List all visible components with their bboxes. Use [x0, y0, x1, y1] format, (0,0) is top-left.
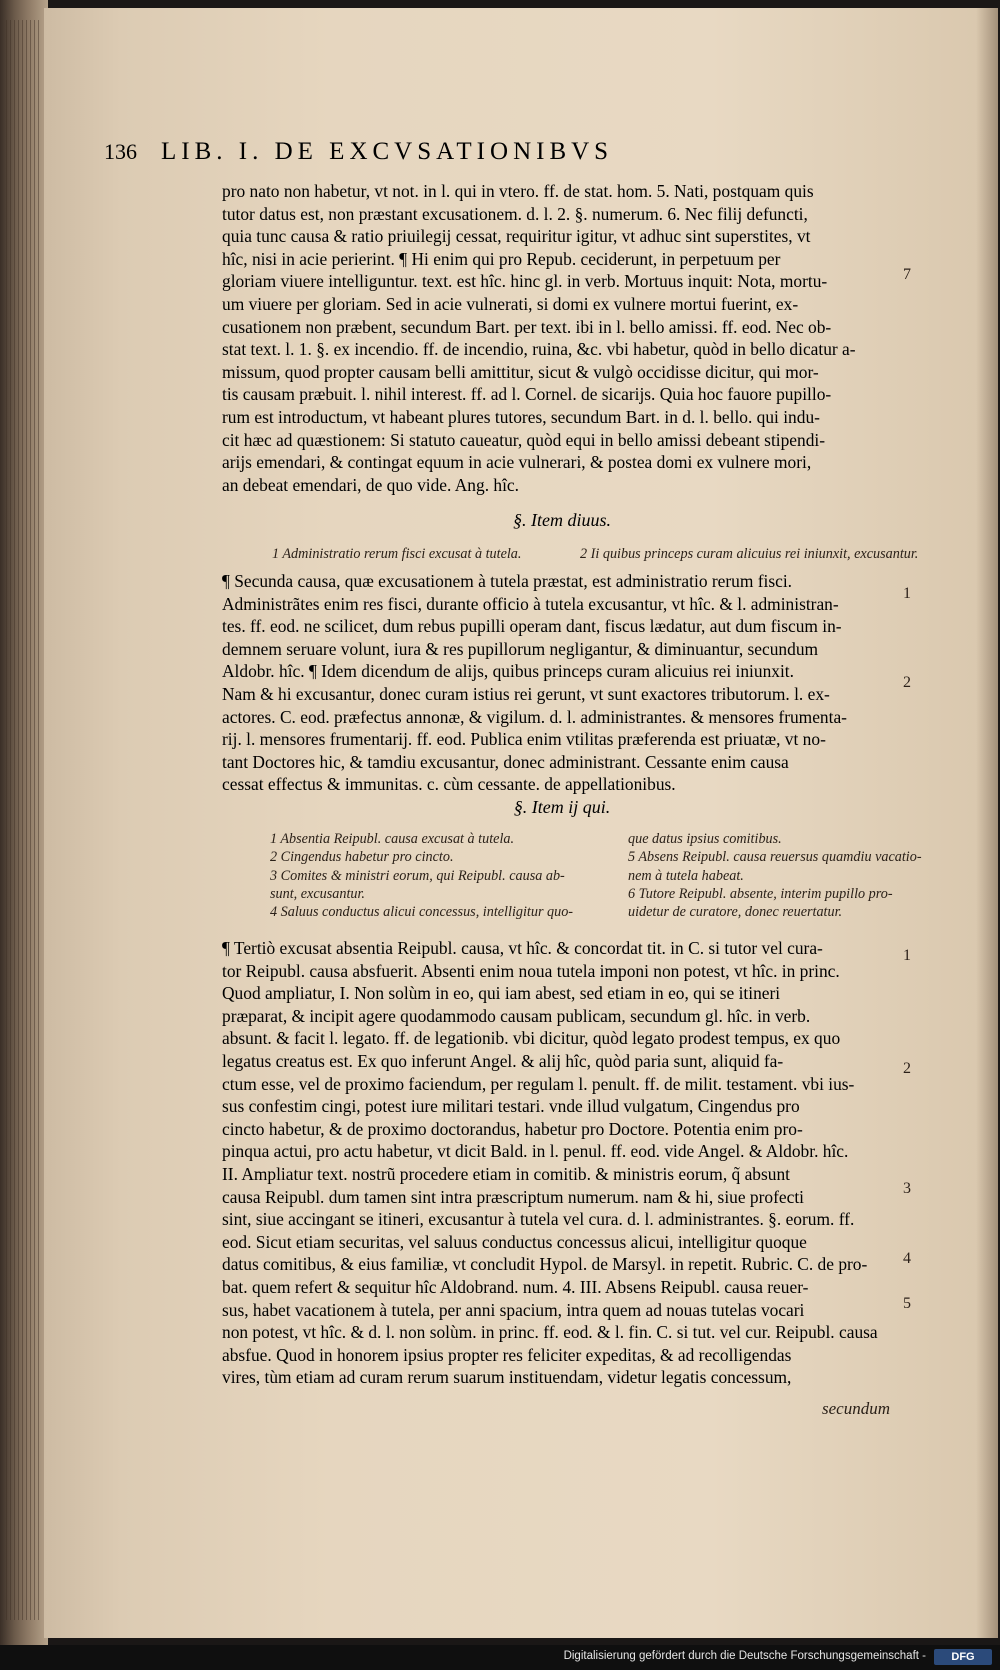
summary-list-left [270, 830, 573, 921]
text-line: absunt. & facit l. legato. ff. de legationib. vbi dicitur, quòd legato prodest tempus, ex quo [222, 1028, 841, 1049]
text-line: rum est introductum, vt habeant plures tutores, secundum Bart. in d. l. bello. qui indu- [222, 406, 820, 427]
footer-bar [0, 1645, 1000, 1670]
margin-number: 7 [903, 266, 911, 283]
text-line: ¶ Tertiò excusat absentia Reipubl. causa, vt hîc. & concordat tit. in C. si tutor vel cura- [222, 938, 823, 958]
text-line: causa Reipubl. dum tamen sint intra præscriptum numerum. nam & hi, siue profecti [222, 1186, 804, 1207]
text-line: cincto habetur, & de proximo doctorandus, habetur pro Doctore. Potentia enim pro- [222, 1118, 803, 1139]
catchword: secundum [822, 1399, 890, 1418]
summary-item: 3 Comites & ministri eorum, qui Reipubl. causa ab- [270, 867, 565, 884]
text-line: actores. C. eod. præfectus annonæ, & vigilum. d. l. administrantes. & mensores frumenta- [222, 706, 847, 727]
summary-item: 4 Saluus conductus alicui concessus, intelligitur quo- [270, 904, 574, 921]
text-line: eod. Sicut etiam securitas, vel saluus conductus concessus alicui, intelligitur quoque [222, 1231, 807, 1252]
text-line: cusationem non præbent, secundum Bart. per text. ibi in l. bello amissi. ff. eod. Nec ob- [222, 316, 832, 337]
text-line: vires, tùm etiam ad curam rerum suarum instituendam, videtur legatis concessum, [222, 1367, 792, 1388]
text-line: datus comitibus, & eius familiæ, vt concludit Hypol. de Marsyl. in repetit. Rubric. C. de pro- [222, 1254, 868, 1275]
text-line: sint, siue accingant se itineri, excusantur à tutela vel cura. d. l. administrantes. §. eorum. ff. [222, 1209, 855, 1230]
margin-number: 4 [903, 1250, 911, 1267]
dfg-logo: DFG [934, 1649, 992, 1665]
text-line: quia tunc causa & ratio priuilegij cessat, requiritur igitur, vt adhuc sint superstites, vt [222, 226, 811, 247]
summary-item: 2 Cingendus habetur pro cincto. [270, 849, 454, 866]
text-line: rij. l. mensores frumentarij. ff. eod. Publica enim vtilitas præferenda est priuatæ, vt no- [222, 729, 826, 750]
text-line: bat. quem refert & sequitur hîc Aldobrand. num. 4. III. Absens Reipubl. causa reuer- [222, 1276, 809, 1297]
section-heading-item-ij-qui: §. Item ij qui. [513, 797, 611, 817]
text-line: an debeat emendari, de quo vide. Ang. hîc. [222, 474, 519, 495]
margin-number: 2 [903, 1060, 911, 1077]
margin-number: 2 [903, 674, 911, 691]
summary-item: 1 Administratio rerum fisci excusat à tutela. [272, 546, 522, 562]
running-head-title: LIB. I. DE EXCVSATIONIBVS [161, 138, 614, 165]
text-line: cessat effectus & immunitas. c. cùm cessante. de appellationibus. [222, 774, 676, 795]
summary-item: nem à tutela habeat. [628, 867, 744, 884]
margin-number: 1 [903, 947, 911, 964]
text-line: Aldobr. hîc. ¶ Idem dicendum de alijs, quibus princeps curam alicuius rei iniunxit. [222, 661, 794, 682]
text-line: non potest, vt hîc. & d. l. non solùm. in princ. ff. eod. & l. fin. C. si tut. vel cur. Reipubl. causa [222, 1322, 878, 1343]
summary-item: 6 Tutore Reipubl. absente, interim pupillo pro- [628, 885, 893, 902]
text-line: ¶ Secunda causa, quæ excusationem à tutela præstat, est administratio rerum fisci. [222, 571, 793, 591]
summary-item: 2 Ii quibus princeps curam alicuius rei iniunxit, excusantur. [580, 546, 919, 562]
text-block-2 [222, 570, 902, 796]
summary-list-right [628, 830, 922, 921]
text-line: sus confestim cingi, potest iure militari testari. vnde illud vulgatum, Cingendus pro [222, 1096, 800, 1117]
margin-number: 3 [903, 1180, 911, 1197]
text-line: ctum esse, vel de proximo faciendum, per regulam l. penult. ff. de milit. testament. vbi ius- [222, 1073, 855, 1094]
text-line: legatus creatus est. Ex quo inferunt Angel. & alij hîc, quòd paria sunt, aliquid fa- [222, 1050, 784, 1071]
text-line: arijs emendari, & contingat equum in acie vulnerari, & postea domi ex vulnere mori, [222, 452, 812, 473]
text-line: um viuere per gloriam. Sed in acie vulnerati, si domi ex vulnere mortui fuerint, ex- [222, 293, 799, 314]
page-shadow [976, 8, 998, 1638]
text-line: tutor datus est, non præstant excusationem. d. l. 2. §. numerum. 6. Nec filij defuncti, [222, 203, 808, 224]
text-line: tes. ff. eod. ne scilicet, dum rebus pupilli operam dant, fiscus lædatur, aut dum fiscum in- [222, 616, 842, 637]
summary-item: 5 Absens Reipubl. causa reuersus quamdiu vacatio- [628, 849, 922, 866]
text-line: missum, quod propter causam belli amittitur, sicut & vulgò occidisse dicitur, qui mor- [222, 361, 819, 382]
text-line: tant Doctores hic, & tamdiu excusantur, donec administrant. Cessante enim causa [222, 751, 789, 772]
summary-item: 1 Absentia Reipubl. causa excusat à tutela. [270, 831, 515, 847]
text-line: II. Ampliatur text. nostrũ procedere etiam in comitib. & ministris eorum, q̃ absunt [222, 1163, 790, 1184]
summary-item: que datus ipsius comitibus. [628, 831, 782, 847]
running-head [104, 138, 904, 172]
text-line: demnem seruare volunt, iura & res pupillorum negligantur, & diminuantur, secundum [222, 638, 819, 659]
footer-credit: Digitalisierung gefördert durch die Deutsche Forschungsgemeinschaft - [563, 1650, 926, 1662]
text-line: pro nato non habetur, vt not. in l. qui in vtero. ff. de stat. hom. 5. Nati, postquam quis [222, 181, 814, 201]
text-line: cit hæc ad quæstionem: Si statuto caueatur, quòd equi in bello amissi debeant stipendi- [222, 429, 826, 450]
text-line: pinqua actui, pro actu habetur, vt dicit Bald. in l. penul. ff. eod. vide Angel. & Aldobr. hîc. [222, 1141, 849, 1162]
text-line: absfue. Quod in honorem ipsius propter res feliciter expeditas, & ad recolligendas [222, 1344, 792, 1365]
summary-item: sunt, excusantur. [270, 885, 365, 902]
margin-number: 1 [903, 585, 911, 602]
text-block-3 [222, 937, 902, 1389]
text-line: Administrãtes enim res fisci, durante officio à tutela excusantur, vt hîc. & l. administran- [222, 593, 839, 614]
page-edge-lines [6, 20, 42, 1620]
book-page-edge [0, 0, 48, 1645]
text-line: hîc, nisi in acie perierint. ¶ Hi enim qui pro Repub. ceciderunt, in perpetuum per [222, 248, 781, 269]
margin-number: 5 [903, 1295, 911, 1312]
section-heading-item-diuus: §. Item diuus. [513, 510, 611, 530]
text-line: Nam & hi excusantur, donec curam istius rei gerunt, vt sunt exactores tributorum. l. ex- [222, 683, 830, 704]
text-line: sus, habet vacationem à tutela, per anni spacium, intra quem ad nouas tutelas vocari [222, 1299, 805, 1320]
text-line: tis causam præbuit. l. nihil interest. ff. ad l. Cornel. de sicarijs. Quia hoc fauore pupillo- [222, 384, 832, 405]
folio-number: 136 [104, 139, 137, 164]
text-line: stat text. l. 1. §. ex incendio. ff. de incendio, ruina, &c. vbi habetur, quòd in bello dicatur a- [222, 339, 856, 360]
text-line: Quod ampliatur, I. Non solùm in eo, qui iam abest, sed etiam in eo, qui se itineri [222, 983, 781, 1004]
text-block-1 [222, 180, 902, 496]
summary-item: uidetur de curatore, donec reuertatur. [628, 904, 843, 921]
text-line: præparat, & incipit agere quodammodo causam publicam, secundum gl. hîc. in verb. [222, 1005, 811, 1026]
text-line: gloriam viuere intelliguntur. text. est hîc. hinc gl. in verb. Mortuus inquit: Nota, mortu- [222, 271, 828, 292]
text-line: tor Reipubl. causa absfuerit. Absenti enim noua tutela imponi non potest, vt hîc. in princ. [222, 960, 840, 981]
